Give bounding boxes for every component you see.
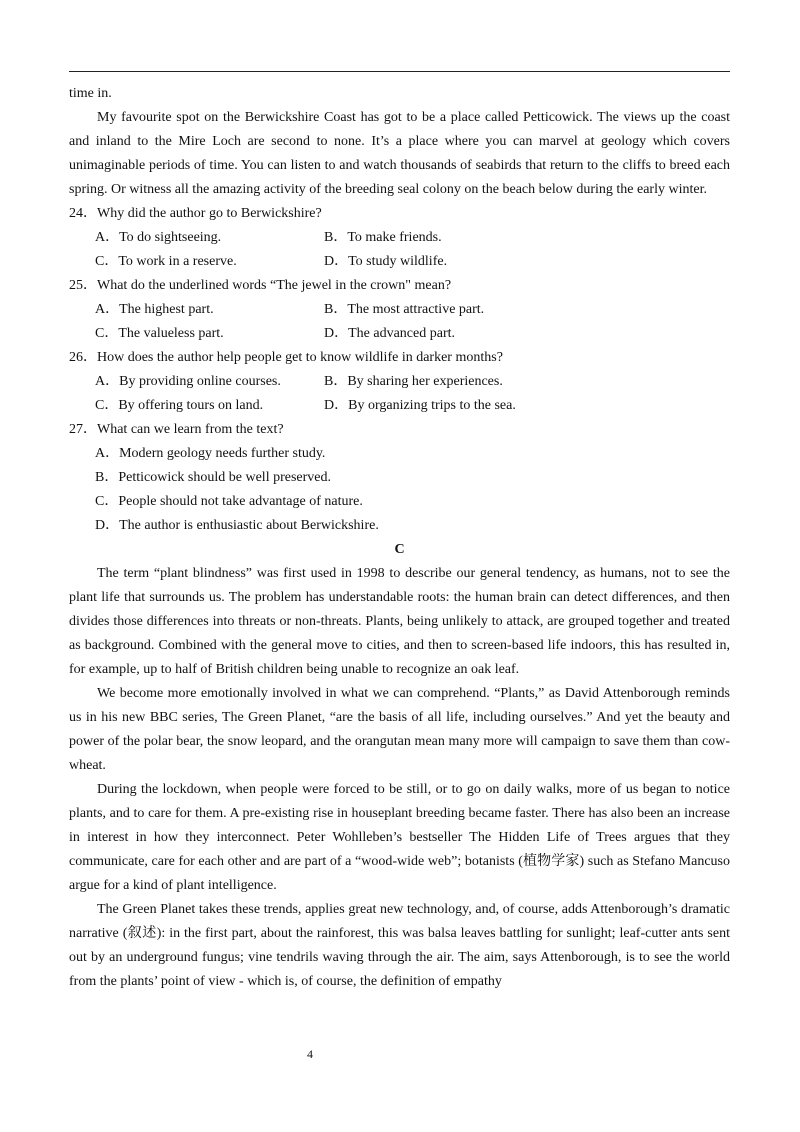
- section-c-paragraph-1: The term “plant blindness” was first used in 1998 to describe our general tendency, as humans, not to see the plant life that surrounds us. The problem has understandable roots: the human brain can detect differences, and then divides those differences into threats or non-threats. Plants, being unlikely to attack, are grouped together and treated as background. Combined with the general move to cities, and then to screen-based life indoors, this has resulted in, for example, up to half of British children being unable to recognize an oak leaf.: [69, 566, 730, 677]
- question-24-options: [69, 226, 730, 274]
- paragraph-petticowick: My favourite spot on the Berwickshire Coast has got to be a place called Petticowick. The views up the coast and inland to the Mire Loch are second to none. It’s a place where you can marvel at geology which covers unimaginable periods of time. You can listen to and watch thousands of seabirds that return to the cliffs to breed each spring. Or witness all the amazing activity of the breeding seal colony on the beach below during the early winter.: [69, 110, 730, 197]
- question-27-stem: 27．What can we learn from the text?: [69, 422, 284, 437]
- option-27-b: B．Petticowick should be well preserved.: [95, 470, 332, 485]
- option-25-b: B．The most attractive part.: [324, 302, 485, 317]
- option-24-d: D．To study wildlife.: [324, 254, 448, 269]
- option-27-a: A．Modern geology needs further study.: [95, 446, 326, 461]
- section-c-title: C: [394, 542, 405, 557]
- question-26-options: [69, 370, 730, 418]
- header-rule: [69, 71, 730, 72]
- question-25-options: [69, 298, 730, 346]
- page-content: [69, 82, 730, 994]
- option-24-a: A．To do sightseeing.: [95, 230, 222, 245]
- question-26-stem: 26．How does the author help people get to know wildlife in darker months?: [69, 350, 503, 365]
- option-26-b: B．By sharing her experiences.: [324, 374, 503, 389]
- option-27-d: D．The author is enthusiastic about Berwickshire.: [95, 518, 379, 533]
- question-24-stem: 24．Why did the author go to Berwickshire?: [69, 206, 322, 221]
- page-number: 4: [307, 1047, 313, 1061]
- option-26-a: A．By providing online courses.: [95, 374, 281, 389]
- option-25-c: C．The valueless part.: [95, 326, 224, 341]
- option-24-c: C．To work in a reserve.: [95, 254, 237, 269]
- option-24-b: B．To make friends.: [324, 230, 442, 245]
- option-26-d: D．By organizing trips to the sea.: [324, 398, 516, 413]
- section-c-paragraph-4: The Green Planet takes these trends, applies great new technology, and, of course, adds Attenborough’s dramatic narrative (叙述): in the first part, about the rainforest, this was balsa leaves battling for sunlight; leaf-cutter ants sent out by an underground fungus; vine tendrils waving through the air. The aim, says Attenborough, is to see the world from the plants’ point of view - which is, of course, the definition of empathy: [69, 902, 730, 989]
- option-25-a: A．The highest part.: [95, 302, 214, 317]
- question-25-stem: 25．What do the underlined words “The jewel in the crown" mean?: [69, 278, 452, 293]
- option-25-d: D．The advanced part.: [324, 326, 455, 341]
- option-27-c: C．People should not take advantage of nature.: [95, 494, 363, 509]
- question-27-options: [69, 442, 730, 538]
- section-c-paragraph-2: We become more emotionally involved in what we can comprehend. “Plants,” as David Attenborough reminds us in his new BBC series, The Green Planet, “are the basis of all life, including ourselves.” And yet the beauty and power of the polar bear, the snow leopard, and the orangutan mean many more will campaign to save them than cow-wheat.: [69, 686, 730, 773]
- option-26-c: C．By offering tours on land.: [95, 398, 264, 413]
- continuation-text: time in.: [69, 86, 112, 101]
- section-c-paragraph-3: During the lockdown, when people were forced to be still, or to go on daily walks, more of us began to notice plants, and to care for them. A pre-existing rise in houseplant breeding became faster. There has also been an increase in interest in how they interconnect. Peter Wohlleben’s bestseller The Hidden Life of Trees argues that they communicate, care for each other and are part of a “wood-wide web”; botanists (植物学家) such as Stefano Mancuso argue for a kind of plant intelligence.: [69, 782, 730, 893]
